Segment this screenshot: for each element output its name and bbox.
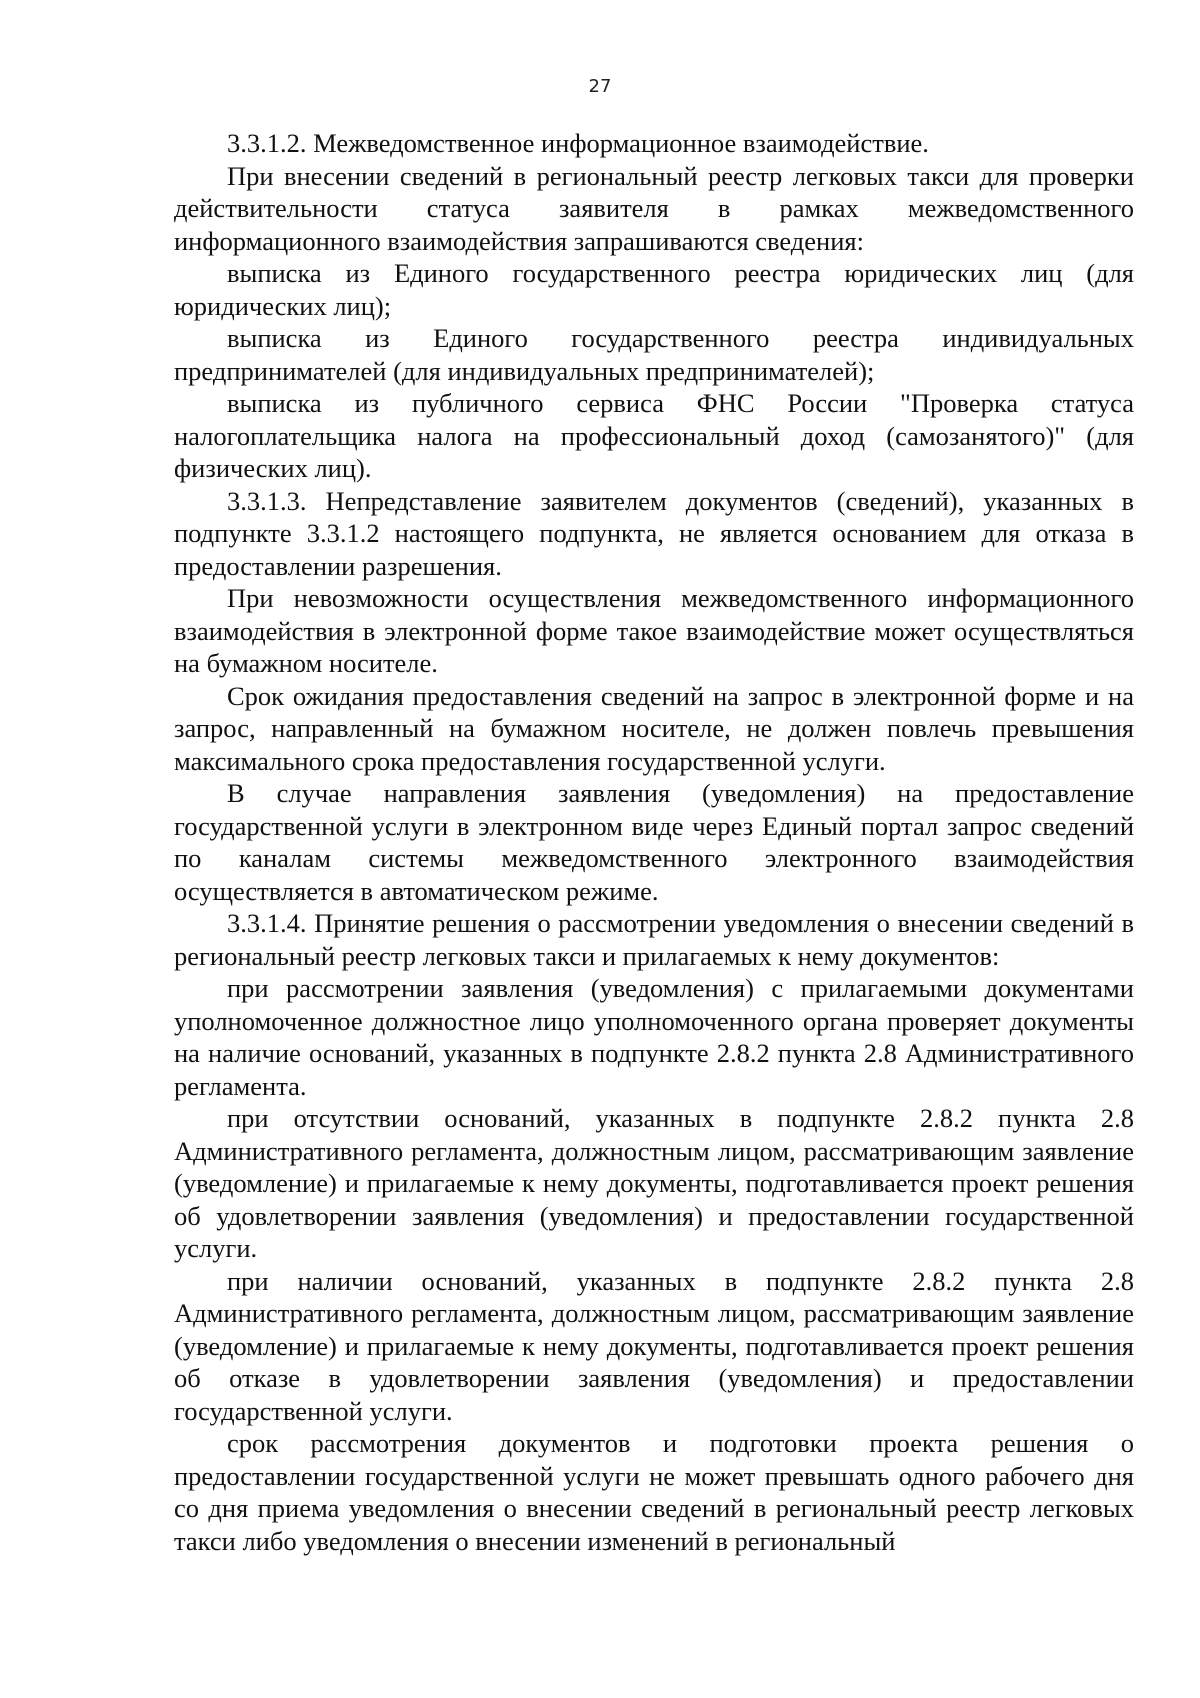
paragraph: 3.3.1.2. Межведомственное информационное взаимодействие. (227, 128, 929, 158)
paragraph: При внесении сведений в региональный реестр легковых такси для проверки действительности статуса заявителя в рамках межведомственного информационного взаимодействия запрашиваются сведения: (174, 160, 1134, 256)
page-number: 27 (588, 76, 612, 97)
paragraph: Срок ожидания предоставления сведений на запрос в электронной форме и на запрос, направленный на бумажном носителе, не должен повлечь превышения максимального срока предоставления государственной услуги. (174, 680, 1134, 776)
paragraph: При невозможности осуществления межведомственного информационного взаимодействия в электронной форме такое взаимодействие может осуществляться на бумажном носителе. (174, 583, 1134, 678)
document-body (174, 127, 1134, 1557)
paragraph: при отсутствии оснований, указанных в подпункте 2.8.2 пункта 2.8 Административного регламента, должностным лицом, рассматривающим заявление (уведомление) и прилагаемые к нему документы, подготавливается проект решения об удовлетворении заявления (уведомления) и предоставлении государственной услуги. (174, 1103, 1134, 1263)
paragraph: при наличии оснований, указанных в подпункте 2.8.2 пункта 2.8 Административного регламента, должностным лицом, рассматривающим заявление (уведомление) и прилагаемые к нему документы, подготавливается проект решения об отказе в удовлетворении заявления (уведомления) и предоставлении государственной услуги. (174, 1265, 1134, 1426)
paragraph: срок рассмотрения документов и подготовки проекта решения о предоставлении государственной услуги не может превышать одного рабочего дня со дня приема уведомления о внесении сведений в региональный реестр легковых такси либо уведомления о внесении изменений в региональный (174, 1428, 1134, 1556)
paragraph: 3.3.1.4. Принятие решения о рассмотрении уведомления о внесении сведений в региональный реестр легковых такси и прилагаемых к нему документов: (174, 908, 1134, 971)
paragraph: В случае направления заявления (уведомления) на предоставление государственной услуги в электронном виде через Единый портал запрос сведений по каналам системы межведомственного электронного взаимодействия осуществляется в автоматическом режиме. (174, 778, 1134, 906)
paragraph: при рассмотрении заявления (уведомления) с прилагаемыми документами уполномоченное должностное лицо уполномоченного органа проверяет документы на наличие оснований, указанных в подпункте 2.8.2 пункта 2.8 Административного регламента. (174, 973, 1134, 1101)
paragraph: выписка из Единого государственного реестра юридических лиц (для юридических лиц); (174, 258, 1134, 321)
paragraph: 3.3.1.3. Непредставление заявителем документов (сведений), указанных в подпункте 3.3.1.2 настоящего подпункта, не является основанием для отказа в предоставлении разрешения. (174, 485, 1134, 581)
paragraph: выписка из Единого государственного реестра индивидуальных предпринимателей (для индивидуальных предпринимателей); (174, 323, 1134, 386)
paragraph: выписка из публичного сервиса ФНС России "Проверка статуса налогоплательщика налога на профессиональный доход (самозанятого)" (для физических лиц). (174, 388, 1134, 483)
